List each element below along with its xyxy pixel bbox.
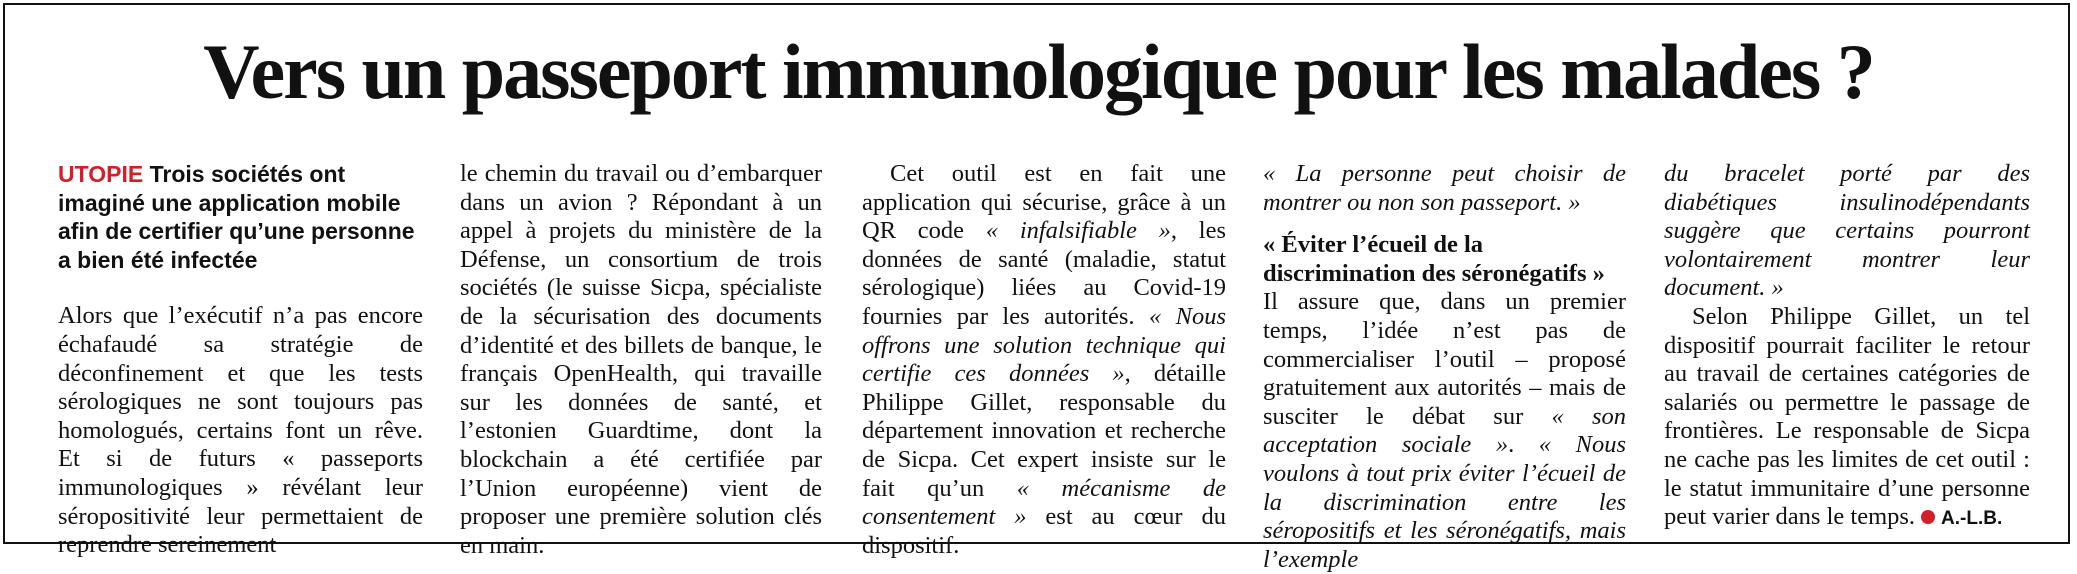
quote-span: « son acceptation sociale »: [1263, 402, 1626, 459]
headline: Vers un passeport immunologique pour les malades ?: [203, 28, 1874, 115]
text-span: est au cœur du dispositif.: [862, 503, 1226, 559]
text-span: Cet outil est en fait une application qui sécurise, grâce à un QR code: [862, 160, 1226, 245]
text-span: , détaille Philippe Gillet, responsable du département innovation et recherche de Sicpa. Cet expert insiste sur le fait qu’un: [862, 360, 1226, 502]
body-text-col3: [862, 160, 1226, 560]
body-text-col5: [1664, 303, 2030, 534]
body-text-col4: [1263, 288, 1626, 574]
signature-dot-icon: [1921, 510, 1935, 524]
quote-span: « infalsifiable »: [985, 217, 1171, 245]
quote-col4: « La personne peut choisir de montrer ou non son passeport. »: [1263, 160, 1626, 216]
kicker-label: UTOPIE: [58, 161, 144, 187]
quote-span: « Nous voulons à tout prix éviter l’écueil de la discrimination entre les séropositifs et les séronégatifs, mais l’exemple: [1263, 431, 1626, 573]
column-3: [862, 160, 1226, 560]
author-signature: A.-L.B.: [1941, 508, 2003, 530]
lead-text: Trois sociétés ont imaginé une application mobile afin de certifier qu’une personne a bien été infectée: [58, 161, 415, 273]
text-span: .: [1508, 431, 1539, 459]
text-span: Il assure que, dans un premier temps, l’idée n’est pas de commercialiser l’outil – proposé gratuitement aux autorités – mais de susciter le débat sur: [1263, 288, 1626, 430]
column-1: [58, 160, 423, 560]
column-2: [460, 160, 822, 560]
body-text-col1: Alors que l’exécutif n’a pas encore échafaudé sa stratégie de déconfinement et que les tests sérologiques ne sont toujours pas homologués, certains font un rêve. Et si de futurs « passeports immunologiques » révélant leur séropositivité leur permettaient de reprendre sereinement: [58, 302, 423, 559]
quote-span: « mécanisme de consentement »: [862, 474, 1226, 531]
lead-paragraph: [58, 160, 423, 274]
column-4: [1263, 160, 1626, 574]
quote-span: « Nous offrons une solution technique qui certifie ces données »: [862, 302, 1226, 388]
body-text-col2: le chemin du travail ou d’embarquer dans un avion ? Répondant à un appel à projets du ministère de la Défense, un consortium de trois sociétés (le suisse Sicpa, spécialiste de la sécurisation des documents d’identité et des billets de banque, le français OpenHealth, qui travaille sur les données de santé, et l’estonien Guardtime, dont la blockchain a été certifiée par l’Union européenne) vient de proposer une première solution clés en main.: [460, 160, 822, 559]
quote-col5: du bracelet porté par des diabétiques insulinodépendants suggère que certains pourront volontairement montrer leur document. »: [1664, 160, 2030, 302]
text-span: Selon Philippe Gillet, un tel dispositif pourrait faciliter le retour au travail de certaines catégories de salariés ou permettre le passage de frontières. Le responsable de Sicpa ne cache pas les limites de cet outil : le statut immunitaire d’une personne peut varier dans le temps.: [1664, 302, 2030, 531]
subheading: « Éviter l’écueil de la discrimination des séronégatifs »: [1263, 231, 1605, 287]
text-span: , les données de santé (maladie, statut sérologique) liées au Covid-19 fournies par les autorités.: [862, 217, 1226, 330]
column-5: [1664, 160, 2030, 534]
